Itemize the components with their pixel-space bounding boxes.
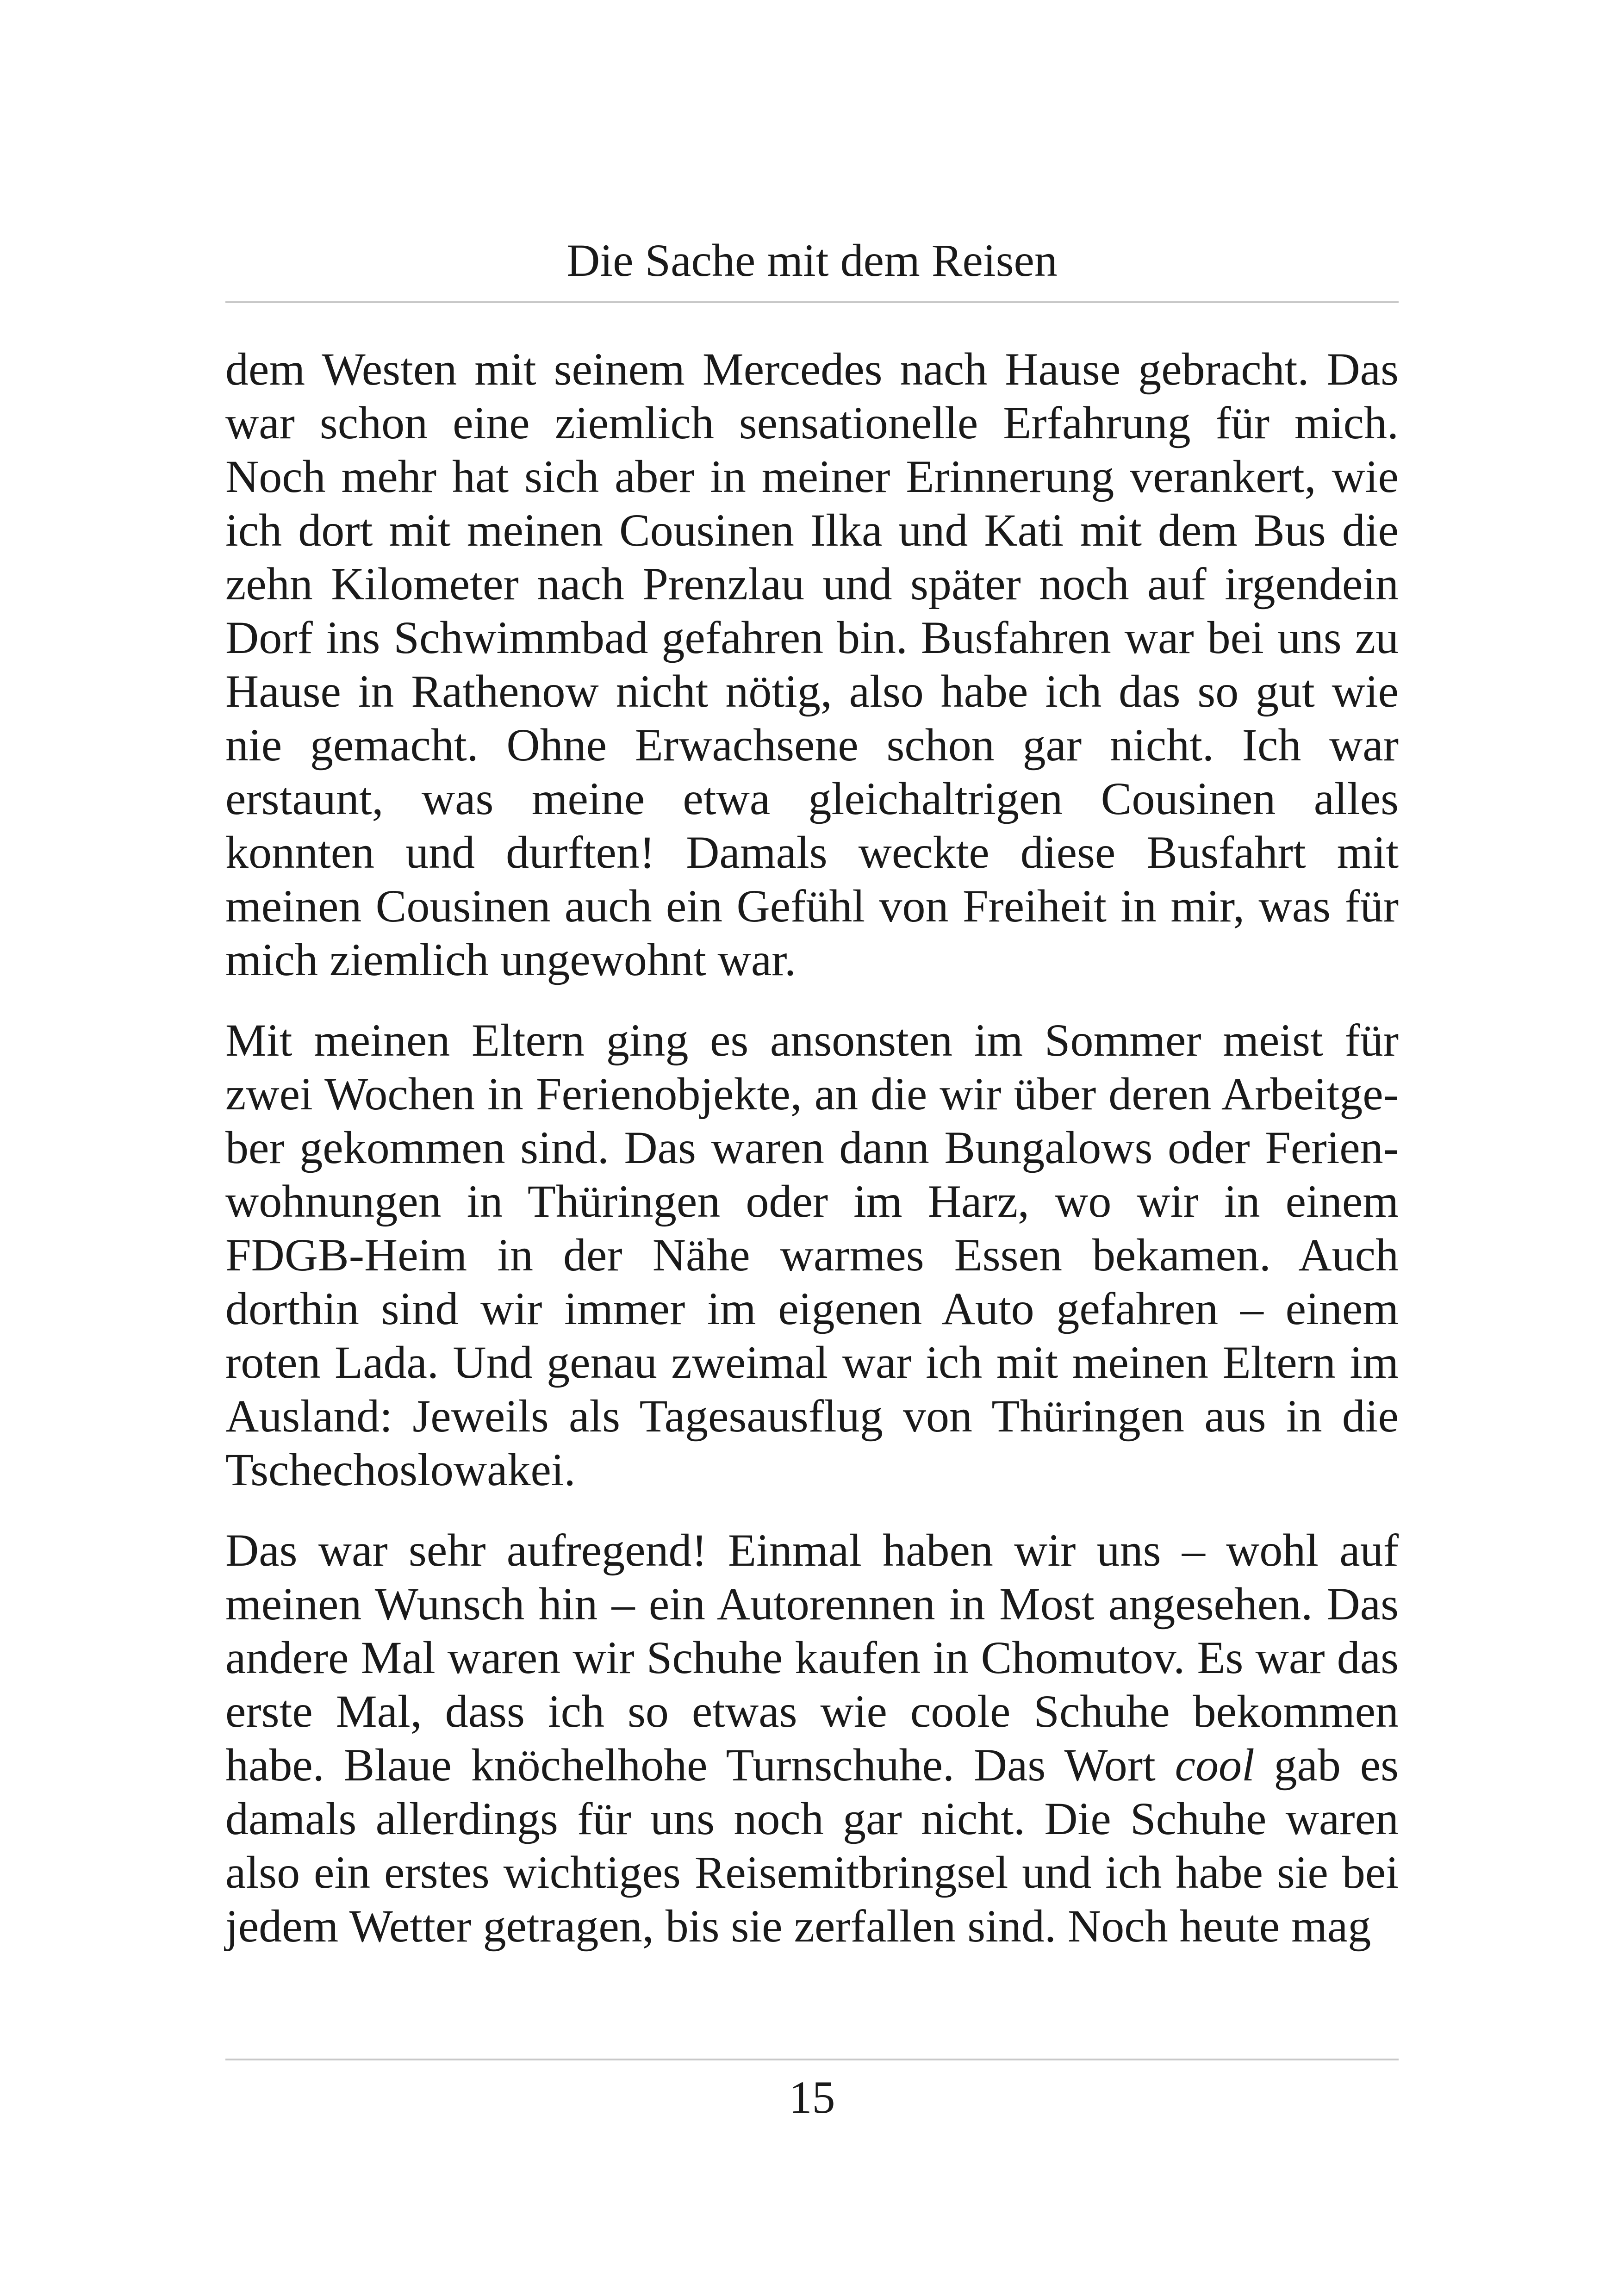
paragraph-1: dem Westen mit seinem Mercedes nach Hause gebracht. Das war schon eine ziemlich sensationelle Erfahrung für mich. Noch mehr hat sich aber in meiner Erinnerung verankert, wie ich dort mit meinen Cousinen Ilka und Kati mit dem Bus die zehn Kilometer nach Prenzlau und später noch auf irgendein Dorf ins Schwimmbad gefahren bin. Busfahren war bei uns zu Hause in Rathenow nicht nötig, also habe ich das so gut wie nie gemacht. Ohne Erwachsene schon gar nicht. Ich war erstaunt, was meine etwa gleichaltrigen Cousinen alles konnten und durften! Damals weckte diese Busfahrt mit meinen Cousinen auch ein Gefühl von Freiheit in mir, was für mich ziemlich ungewohnt war. — [225, 343, 1399, 985]
paragraph-3-text-start: Das war sehr aufregend! Einmal haben wir uns – wohl auf meinen Wunsch hin – ein Autorennen in Most angesehen. Das andere Mal waren wir Schuhe kaufen in Chomutov. Es war das erste Mal, dass ich so etwas wie coole Schuhe bekommen habe. Blaue knöchelhohe Turnschuhe. Das Wort — [225, 1524, 1399, 1791]
body-text — [225, 342, 1399, 1980]
chapter-title: Die Sache mit dem Reisen — [566, 235, 1058, 286]
paragraph-3-text-end: gab es damals allerdings für uns noch gar nicht. Die Schuhe waren also ein erstes wichtiges Reisemitbringsel und ich habe sie bei jedem Wetter getragen, bis sie zerfallen sind. Noch heute mag — [225, 1739, 1399, 1952]
page-number: 15 — [789, 2072, 835, 2123]
paragraph-2: Mit meinen Eltern ging es ansonsten im Sommer meist für zwei Wochen in Ferienobjekte, an die wir über deren Arbeitgeber gekommen sind. Das waren dann Bungalows oder Ferienwohnungen in Thüringen oder im Harz, wo wir in einem FDGB-Heim in der Nähe warmes Essen bekamen. Auch dorthin sind wir immer im eigenen Auto gefahren – einem roten Lada. Und genau zweimal war ich mit meinen Eltern im Ausland: Jeweils als Tagesausflug von Thüringen aus in die Tschechoslowakei. — [225, 1014, 1399, 1495]
italic-word: cool — [1175, 1739, 1255, 1791]
running-header — [225, 227, 1399, 303]
paragraph-3 — [225, 1524, 1399, 1953]
page-footer — [225, 2059, 1399, 2133]
